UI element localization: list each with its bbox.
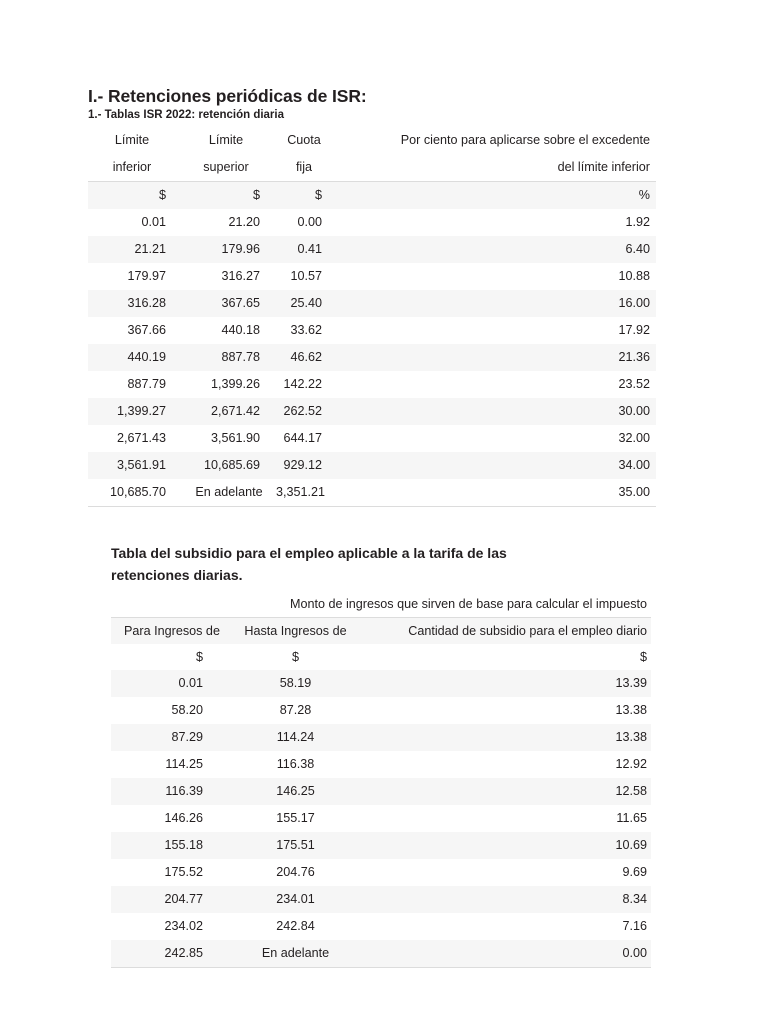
unit-porciento: %: [338, 181, 656, 209]
table-row: [88, 452, 656, 479]
cell-porciento: 6.40: [338, 236, 656, 263]
cell-cuota-fija: 46.62: [276, 344, 338, 371]
cell-hasta-ingresos: 242.84: [233, 913, 358, 940]
cell-cuota-fija: 142.22: [276, 371, 338, 398]
header-porciento-2: del límite inferior: [557, 159, 650, 174]
cell-limite-superior: 179.96: [182, 236, 276, 263]
cell-porciento: 35.00: [338, 479, 656, 507]
table-row: [88, 479, 656, 507]
cell-limite-inferior: 1,399.27: [88, 398, 182, 425]
table-row: [88, 236, 656, 263]
section-isr-retenciones: [88, 86, 656, 507]
cell-hasta-ingresos: 58.19: [233, 670, 358, 697]
cell-para-ingresos: 234.02: [111, 913, 233, 940]
cell-limite-inferior: 2,671.43: [88, 425, 182, 452]
isr-retention-table: [88, 127, 656, 507]
cell-cuota-fija: 644.17: [276, 425, 338, 452]
cell-limite-inferior: 179.97: [88, 263, 182, 290]
table-row: [111, 778, 651, 805]
table-row: [111, 670, 651, 697]
table-row: [111, 724, 651, 751]
table-caption-row: [111, 592, 651, 618]
table-row: [111, 805, 651, 832]
unit-cantidad-subsidio: $: [358, 644, 651, 670]
cell-limite-inferior: 367.66: [88, 317, 182, 344]
cell-para-ingresos: 204.77: [111, 886, 233, 913]
cell-cuota-fija: 929.12: [276, 452, 338, 479]
table-row: [111, 886, 651, 913]
isr-table-head: [88, 127, 656, 209]
table-row: [111, 751, 651, 778]
cell-limite-inferior: 316.28: [88, 290, 182, 317]
header-hasta-ingresos-de: Hasta Ingresos de: [233, 618, 358, 645]
cell-limite-superior: 3,561.90: [182, 425, 276, 452]
cell-cantidad-subsidio: 7.16: [358, 913, 651, 940]
table-row: [88, 371, 656, 398]
table-row: [88, 317, 656, 344]
cell-cuota-fija: 3,351.21: [276, 479, 338, 507]
units-row: [111, 644, 651, 670]
cell-cuota-fija: 10.57: [276, 263, 338, 290]
cell-para-ingresos: 114.25: [111, 751, 233, 778]
cell-limite-superior: 887.78: [182, 344, 276, 371]
unit-cuota-fija: $: [276, 181, 338, 209]
cell-cantidad-subsidio: 0.00: [358, 940, 651, 968]
cell-hasta-ingresos: 175.51: [233, 832, 358, 859]
subsidio-table-body: [111, 670, 651, 968]
table-row: [111, 940, 651, 968]
page-title: I.- Retenciones periódicas de ISR:: [88, 86, 367, 106]
unit-para-ingresos: $: [111, 644, 233, 670]
cell-cantidad-subsidio: 13.38: [358, 697, 651, 724]
header-row-line1: [88, 127, 656, 154]
header-limite-inferior-1: Límite: [114, 132, 150, 147]
cell-porciento: 17.92: [338, 317, 656, 344]
cell-cantidad-subsidio: 12.92: [358, 751, 651, 778]
cell-hasta-ingresos: 204.76: [233, 859, 358, 886]
cell-porciento: 30.00: [338, 398, 656, 425]
cell-limite-inferior: 21.21: [88, 236, 182, 263]
cell-hasta-ingresos: 114.24: [233, 724, 358, 751]
unit-limite-inferior: $: [88, 181, 182, 209]
cell-limite-superior: 316.27: [182, 263, 276, 290]
section2-title: Tabla del subsidio para el empleo aplicable a la tarifa de las retenciones diarias.: [111, 545, 507, 583]
cell-cuota-fija: 0.41: [276, 236, 338, 263]
cell-porciento: 16.00: [338, 290, 656, 317]
table-row: [88, 209, 656, 236]
section-subsidio-empleo: [111, 543, 651, 968]
header-cuota-fija-1: Cuota: [287, 132, 321, 147]
header-limite-inferior-2: inferior: [112, 159, 152, 174]
header-row-line2: [88, 154, 656, 182]
cell-limite-superior: 10,685.69: [182, 452, 276, 479]
section1-subtitle: 1.- Tablas ISR 2022: retención diaria: [88, 109, 284, 122]
cell-porciento: 21.36: [338, 344, 656, 371]
cell-cuota-fija: 25.40: [276, 290, 338, 317]
cell-cantidad-subsidio: 12.58: [358, 778, 651, 805]
column-header-row: [111, 618, 651, 645]
cell-limite-superior: 440.18: [182, 317, 276, 344]
cell-para-ingresos: 0.01: [111, 670, 233, 697]
header-para-ingresos-de: Para Ingresos de: [111, 618, 233, 645]
cell-limite-superior: 21.20: [182, 209, 276, 236]
table-row: [88, 263, 656, 290]
table-row: [111, 697, 651, 724]
cell-cantidad-subsidio: 8.34: [358, 886, 651, 913]
cell-para-ingresos: 155.18: [111, 832, 233, 859]
cell-cuota-fija: 0.00: [276, 209, 338, 236]
cell-limite-inferior: 10,685.70: [88, 479, 182, 507]
cell-para-ingresos: 87.29: [111, 724, 233, 751]
cell-hasta-ingresos: En adelante: [233, 940, 358, 968]
cell-porciento: 32.00: [338, 425, 656, 452]
cell-cantidad-subsidio: 9.69: [358, 859, 651, 886]
cell-para-ingresos: 242.85: [111, 940, 233, 968]
cell-cuota-fija: 33.62: [276, 317, 338, 344]
cell-hasta-ingresos: 87.28: [233, 697, 358, 724]
cell-limite-inferior: 440.19: [88, 344, 182, 371]
cell-porciento: 1.92: [338, 209, 656, 236]
table-row: [88, 425, 656, 452]
header-cantidad-subsidio: Cantidad de subsidio para el empleo diario: [358, 618, 651, 645]
header-porciento-1: Por ciento para aplicarse sobre el excedente: [400, 132, 650, 147]
cell-porciento: 34.00: [338, 452, 656, 479]
subsidio-empleo-table: [111, 592, 651, 968]
header-cuota-fija-2: fija: [295, 159, 313, 174]
table-caption: Monto de ingresos que sirven de base para calcular el impuesto: [289, 597, 647, 612]
unit-hasta-ingresos: $: [233, 644, 358, 670]
cell-cantidad-subsidio: 11.65: [358, 805, 651, 832]
cell-limite-superior: 367.65: [182, 290, 276, 317]
cell-cantidad-subsidio: 10.69: [358, 832, 651, 859]
table-row: [88, 344, 656, 371]
table-row: [88, 398, 656, 425]
unit-limite-superior: $: [182, 181, 276, 209]
cell-para-ingresos: 116.39: [111, 778, 233, 805]
cell-cantidad-subsidio: 13.39: [358, 670, 651, 697]
table-row: [111, 859, 651, 886]
cell-hasta-ingresos: 146.25: [233, 778, 358, 805]
table-row: [88, 290, 656, 317]
subsidio-table-head: [111, 592, 651, 670]
cell-limite-inferior: 0.01: [88, 209, 182, 236]
units-row: [88, 181, 656, 209]
table-row: [111, 913, 651, 940]
cell-limite-inferior: 887.79: [88, 371, 182, 398]
isr-table-body: [88, 209, 656, 507]
cell-para-ingresos: 58.20: [111, 697, 233, 724]
cell-limite-superior: 2,671.42: [182, 398, 276, 425]
cell-cantidad-subsidio: 13.38: [358, 724, 651, 751]
cell-hasta-ingresos: 155.17: [233, 805, 358, 832]
cell-para-ingresos: 146.26: [111, 805, 233, 832]
table-row: [111, 832, 651, 859]
cell-hasta-ingresos: 234.01: [233, 886, 358, 913]
cell-porciento: 23.52: [338, 371, 656, 398]
cell-limite-superior: 1,399.26: [182, 371, 276, 398]
cell-limite-superior: En adelante: [182, 479, 276, 507]
cell-para-ingresos: 175.52: [111, 859, 233, 886]
cell-cuota-fija: 262.52: [276, 398, 338, 425]
header-limite-superior-2: superior: [203, 159, 249, 174]
cell-porciento: 10.88: [338, 263, 656, 290]
cell-limite-inferior: 3,561.91: [88, 452, 182, 479]
header-limite-superior-1: Límite: [208, 132, 244, 147]
cell-hasta-ingresos: 116.38: [233, 751, 358, 778]
